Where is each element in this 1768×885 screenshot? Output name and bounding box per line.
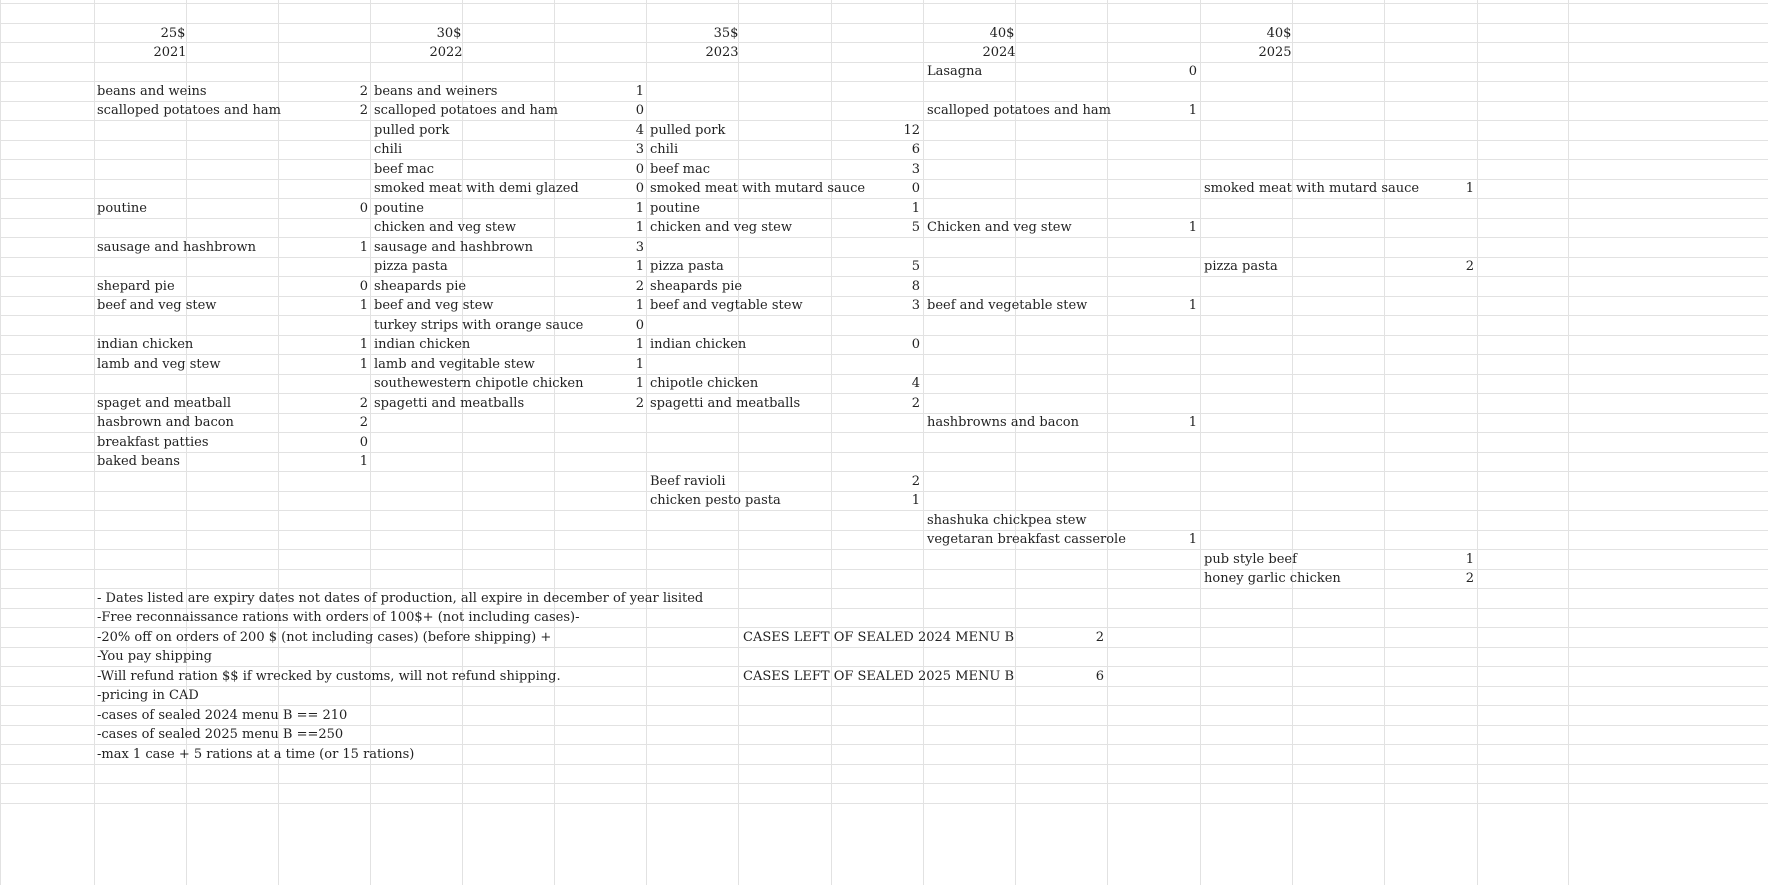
menu-item-name[interactable]: poutine: [650, 201, 700, 216]
grid-row-line: [0, 471, 1768, 472]
menu-item-name[interactable]: Beef ravioli: [650, 474, 726, 489]
grid-row-line: [0, 569, 1768, 570]
menu-item-quantity[interactable]: 2: [911, 474, 920, 489]
grid-row-line: [0, 491, 1768, 492]
menu-item-quantity[interactable]: 0: [359, 279, 368, 294]
menu-item-name[interactable]: beef and veg stew: [374, 298, 494, 313]
grid-row-line: [0, 159, 1768, 160]
menu-item-name[interactable]: spagetti and meatballs: [374, 396, 525, 411]
cases-2025-label[interactable]: CASES LEFT OF SEALED 2025 MENU B: [743, 669, 1015, 684]
grid-row-line: [0, 413, 1768, 414]
menu-item-name[interactable]: Chicken and veg stew: [927, 220, 1072, 235]
menu-item-quantity[interactable]: 0: [911, 337, 920, 352]
menu-item-quantity[interactable]: 6: [911, 142, 920, 157]
menu-item-quantity[interactable]: 2: [1465, 259, 1474, 274]
note-cell[interactable]: -20% off on orders of 200 $ (not including cases) (before shipping) +: [97, 630, 552, 645]
grid-row-line: [0, 530, 1768, 531]
grid-column-line: [1568, 0, 1569, 885]
menu-item-name[interactable]: chicken pesto pasta: [650, 493, 781, 508]
grid-row-line: [0, 218, 1768, 219]
grid-column-line: [923, 0, 924, 885]
grid-row-line: [0, 3, 1768, 4]
menu-item-name[interactable]: chicken and veg stew: [374, 220, 516, 235]
menu-item-quantity[interactable]: 0: [635, 162, 644, 177]
grid-row-line: [0, 432, 1768, 433]
menu-item-name[interactable]: vegetaran breakfast casserole: [927, 532, 1126, 547]
note-cell[interactable]: -max 1 case + 5 rations at a time (or 15 rations): [97, 747, 415, 762]
menu-item-quantity[interactable]: 1: [635, 357, 644, 372]
menu-item-quantity[interactable]: 5: [911, 259, 920, 274]
grid-row-line: [0, 257, 1768, 258]
menu-item-name[interactable]: honey garlic chicken: [1204, 571, 1341, 586]
menu-item-name[interactable]: poutine: [97, 201, 147, 216]
note-cell[interactable]: -You pay shipping: [97, 649, 212, 664]
grid-row-line: [0, 354, 1768, 355]
menu-item-quantity[interactable]: 2: [1465, 571, 1474, 586]
menu-item-quantity[interactable]: 0: [1188, 64, 1197, 79]
menu-item-quantity[interactable]: 1: [359, 337, 368, 352]
menu-item-name[interactable]: spaget and meatball: [97, 396, 232, 411]
menu-item-quantity[interactable]: 1: [1188, 103, 1197, 118]
menu-item-name[interactable]: smoked meat with demi glazed: [374, 181, 579, 196]
menu-item-name[interactable]: beef and vegtable stew: [650, 298, 803, 313]
menu-item-name[interactable]: chili: [374, 142, 403, 157]
menu-item-quantity[interactable]: 1: [1188, 220, 1197, 235]
note-cell[interactable]: -Free reconnaissance rations with orders of 100$+ (not including cases)-: [97, 610, 580, 625]
menu-item-quantity[interactable]: 0: [911, 181, 920, 196]
grid-row-line: [0, 81, 1768, 82]
menu-item-name[interactable]: scalloped potatoes and ham: [927, 103, 1112, 118]
grid-row-line: [0, 374, 1768, 375]
note-cell[interactable]: -Will refund ration $$ if wrecked by customs, will not refund shipping.: [97, 669, 561, 684]
menu-item-name[interactable]: chicken and veg stew: [650, 220, 792, 235]
menu-item-quantity[interactable]: 1: [911, 201, 920, 216]
menu-item-name[interactable]: lamb and vegitable stew: [374, 357, 535, 372]
grid-column-line: [831, 0, 832, 885]
menu-item-name[interactable]: pizza pasta: [650, 259, 724, 274]
grid-column-line: [1200, 0, 1201, 885]
grid-row-line: [0, 296, 1768, 297]
menu-item-name[interactable]: pub style beef: [1204, 552, 1297, 567]
menu-item-name[interactable]: chili: [650, 142, 679, 157]
menu-item-name[interactable]: beef mac: [374, 162, 435, 177]
menu-item-name[interactable]: sheapards pie: [650, 279, 743, 294]
grid-row-line: [0, 62, 1768, 63]
menu-item-name[interactable]: spagetti and meatballs: [650, 396, 801, 411]
grid-row-line: [0, 452, 1768, 453]
menu-item-name[interactable]: breakfast patties: [97, 435, 209, 450]
menu-item-quantity[interactable]: 1: [1188, 298, 1197, 313]
grid-column-line: [94, 0, 95, 885]
menu-item-quantity[interactable]: 2: [359, 415, 368, 430]
menu-item-quantity[interactable]: 1: [1465, 552, 1474, 567]
grid-column-line: [462, 0, 463, 885]
price-2023[interactable]: 35$: [713, 26, 739, 41]
menu-item-quantity[interactable]: 0: [635, 103, 644, 118]
menu-item-name[interactable]: beans and weiners: [374, 84, 498, 99]
menu-item-quantity[interactable]: 2: [359, 84, 368, 99]
menu-item-quantity[interactable]: 2: [635, 279, 644, 294]
menu-item-name[interactable]: pizza pasta: [374, 259, 448, 274]
grid-row-line: [0, 198, 1768, 199]
menu-item-quantity[interactable]: 1: [635, 84, 644, 99]
menu-item-name[interactable]: beef mac: [650, 162, 711, 177]
menu-item-quantity[interactable]: 5: [911, 220, 920, 235]
menu-item-name[interactable]: Lasagna: [927, 64, 983, 79]
cases-2025-value[interactable]: 6: [1095, 669, 1104, 684]
grid-row-line: [0, 335, 1768, 336]
grid-column-line: [1292, 0, 1293, 885]
year-2025[interactable]: 2025: [1258, 45, 1292, 60]
menu-item-quantity[interactable]: 4: [635, 123, 644, 138]
menu-item-name[interactable]: southewestern chipotle chicken: [374, 376, 584, 391]
menu-item-quantity[interactable]: 1: [359, 454, 368, 469]
grid-column-line: [0, 0, 1, 885]
menu-item-quantity[interactable]: 2: [911, 396, 920, 411]
menu-item-quantity[interactable]: 2: [359, 396, 368, 411]
menu-item-quantity[interactable]: 0: [359, 201, 368, 216]
menu-item-name[interactable]: beef and veg stew: [97, 298, 217, 313]
year-2023[interactable]: 2023: [705, 45, 739, 60]
price-2024[interactable]: 40$: [989, 26, 1015, 41]
grid-column-line: [738, 0, 739, 885]
menu-item-quantity[interactable]: 2: [359, 103, 368, 118]
menu-item-quantity[interactable]: 0: [635, 318, 644, 333]
menu-item-quantity[interactable]: 1: [635, 201, 644, 216]
note-cell[interactable]: -cases of sealed 2024 menu B == 210: [97, 708, 348, 723]
menu-item-name[interactable]: beans and weins: [97, 84, 207, 99]
menu-item-quantity[interactable]: 1: [911, 493, 920, 508]
price-2022[interactable]: 30$: [436, 26, 462, 41]
grid-row-line: [0, 179, 1768, 180]
grid-column-line: [1477, 0, 1478, 885]
menu-item-name[interactable]: pulled pork: [650, 123, 726, 138]
grid-row-line: [0, 393, 1768, 394]
grid-row-line: [0, 23, 1768, 24]
year-2024[interactable]: 2024: [982, 45, 1016, 60]
menu-item-quantity[interactable]: 1: [1188, 532, 1197, 547]
grid-column-line: [1015, 0, 1016, 885]
menu-item-name[interactable]: turkey strips with orange sauce: [374, 318, 584, 333]
price-2021[interactable]: 25$: [160, 26, 186, 41]
menu-item-name[interactable]: smoked meat with mutard sauce: [650, 181, 866, 196]
menu-item-quantity[interactable]: 1: [359, 298, 368, 313]
menu-item-quantity[interactable]: 3: [911, 298, 920, 313]
menu-item-quantity[interactable]: 1: [635, 298, 644, 313]
menu-item-quantity[interactable]: 1: [1188, 415, 1197, 430]
grid-column-line: [554, 0, 555, 885]
grid-row-line: [0, 783, 1768, 784]
menu-item-name[interactable]: hasbrown and bacon: [97, 415, 234, 430]
menu-item-quantity[interactable]: 1: [359, 240, 368, 255]
menu-item-quantity[interactable]: 1: [635, 337, 644, 352]
menu-item-quantity[interactable]: 3: [635, 142, 644, 157]
menu-item-quantity[interactable]: 1: [359, 357, 368, 372]
menu-item-name[interactable]: shepard pie: [97, 279, 175, 294]
menu-item-quantity[interactable]: 3: [635, 240, 644, 255]
grid-row-line: [0, 510, 1768, 511]
grid-row-line: [0, 140, 1768, 141]
menu-item-name[interactable]: hashbrowns and bacon: [927, 415, 1079, 430]
menu-item-name[interactable]: indian chicken: [374, 337, 471, 352]
year-2022[interactable]: 2022: [429, 45, 463, 60]
note-cell[interactable]: -cases of sealed 2025 menu B ==250: [97, 727, 344, 742]
menu-item-name[interactable]: baked beans: [97, 454, 180, 469]
menu-item-name[interactable]: pizza pasta: [1204, 259, 1278, 274]
menu-item-name[interactable]: pulled pork: [374, 123, 450, 138]
menu-item-quantity[interactable]: 0: [635, 181, 644, 196]
grid-column-line: [646, 0, 647, 885]
menu-item-quantity[interactable]: 3: [911, 162, 920, 177]
grid-row-line: [0, 237, 1768, 238]
menu-item-quantity[interactable]: 1: [635, 376, 644, 391]
grid-row-line: [0, 315, 1768, 316]
menu-item-name[interactable]: sheapards pie: [374, 279, 467, 294]
menu-item-name[interactable]: scalloped potatoes and ham: [97, 103, 282, 118]
menu-item-quantity[interactable]: 0: [359, 435, 368, 450]
cases-2024-value[interactable]: 2: [1095, 630, 1104, 645]
menu-item-name[interactable]: scalloped potatoes and ham: [374, 103, 559, 118]
grid-column-line: [1384, 0, 1385, 885]
menu-item-quantity[interactable]: 12: [903, 123, 920, 138]
menu-item-name[interactable]: lamb and veg stew: [97, 357, 221, 372]
menu-item-name[interactable]: sausage and hashbrown: [97, 240, 256, 255]
note-cell[interactable]: -pricing in CAD: [97, 688, 199, 703]
year-2021[interactable]: 2021: [153, 45, 187, 60]
grid-column-line: [1107, 0, 1108, 885]
menu-item-name[interactable]: indian chicken: [97, 337, 194, 352]
menu-item-name[interactable]: shashuka chickpea stew: [927, 513, 1087, 528]
grid-row-line: [0, 276, 1768, 277]
menu-item-name[interactable]: beef and vegetable stew: [927, 298, 1088, 313]
menu-item-quantity[interactable]: 8: [911, 279, 920, 294]
menu-item-quantity[interactable]: 4: [911, 376, 920, 391]
price-2025[interactable]: 40$: [1266, 26, 1292, 41]
grid-row-line: [0, 549, 1768, 550]
grid-row-line: [0, 42, 1768, 43]
menu-item-name[interactable]: smoked meat with mutard sauce: [1204, 181, 1420, 196]
menu-item-quantity[interactable]: 2: [635, 396, 644, 411]
menu-item-name[interactable]: sausage and hashbrown: [374, 240, 533, 255]
menu-item-name[interactable]: chipotle chicken: [650, 376, 759, 391]
menu-item-quantity[interactable]: 1: [635, 220, 644, 235]
cases-2024-label[interactable]: CASES LEFT OF SEALED 2024 MENU B: [743, 630, 1015, 645]
menu-item-quantity[interactable]: 1: [1465, 181, 1474, 196]
grid-row-line: [0, 803, 1768, 804]
menu-item-quantity[interactable]: 1: [635, 259, 644, 274]
menu-item-name[interactable]: indian chicken: [650, 337, 747, 352]
note-cell[interactable]: - Dates listed are expiry dates not dates of production, all expire in december of year lisited: [97, 591, 704, 606]
menu-item-name[interactable]: poutine: [374, 201, 424, 216]
